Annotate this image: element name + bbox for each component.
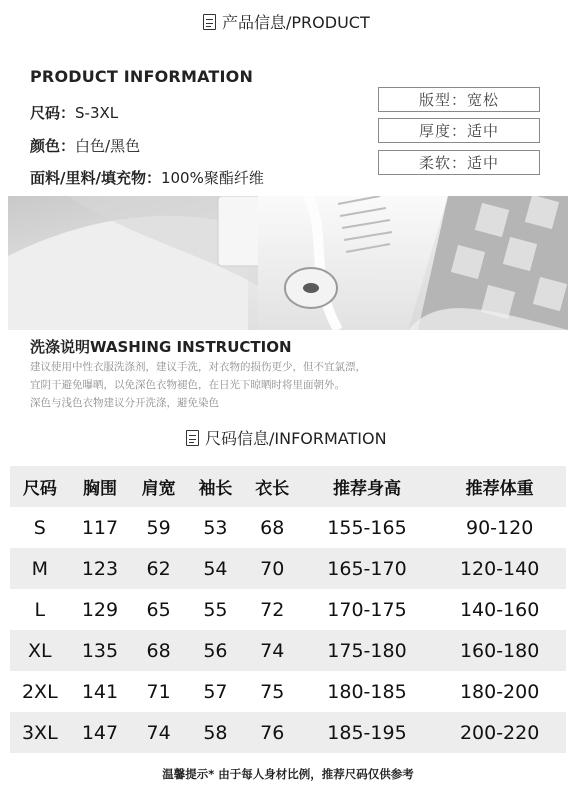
table-cell: 68 <box>130 630 187 671</box>
table-row <box>10 671 566 712</box>
table-cell: 59 <box>146 516 171 539</box>
table-cell: 160-180 <box>433 630 566 671</box>
table-cell: 140-160 <box>459 598 540 621</box>
table-cell: 53 <box>203 516 228 539</box>
table-cell: 58 <box>187 712 244 753</box>
zipper-detail-image <box>8 196 568 330</box>
product-header-label: 产品信息/PRODUCT <box>222 13 370 32</box>
table-header-cell: 尺码 <box>10 466 70 507</box>
table-header-cell: 推荐体重 <box>433 466 566 507</box>
attribute-thickness: 厚度：适中 <box>378 118 540 143</box>
table-cell: 76 <box>244 712 301 753</box>
table-header-cell: 胸围 <box>70 466 131 507</box>
table-cell: S <box>33 516 46 539</box>
table-cell: 141 <box>81 680 119 703</box>
info-key: 颜色： <box>30 137 76 155</box>
table-cell: 2XL <box>21 680 58 703</box>
size-header-label: 尺码信息/INFORMATION <box>205 429 387 448</box>
table-cell: 123 <box>70 548 131 589</box>
table-cell: 65 <box>146 598 171 621</box>
size-section-header <box>186 426 387 449</box>
table-cell: 129 <box>81 598 119 621</box>
document-icon <box>186 430 199 446</box>
washing-line: 宜阴干避免曝晒，以免深色衣物褪色，在日光下晾晒时将里面朝外。 <box>30 379 345 391</box>
table-cell: 155-165 <box>327 516 407 539</box>
table-header-row <box>10 466 566 507</box>
table-cell: 170-175 <box>327 598 407 621</box>
info-key: 尺码： <box>30 104 76 122</box>
table-cell: 55 <box>203 598 228 621</box>
table-row <box>10 712 566 753</box>
washing-title: 洗涤说明WASHING INSTRUCTION <box>30 338 292 356</box>
info-row-color <box>30 135 140 156</box>
info-row-size <box>30 102 118 123</box>
table-cell: 180-200 <box>459 680 540 703</box>
table-cell: 165-170 <box>301 548 434 589</box>
attribute-fit: 版型：宽松 <box>378 87 540 112</box>
table-cell: 71 <box>146 680 171 703</box>
table-cell: 62 <box>130 548 187 589</box>
size-table <box>10 466 566 753</box>
table-cell: 3XL <box>10 712 70 753</box>
info-key: 面料/里料/填充物： <box>30 169 161 187</box>
washing-line: 建议使用中性衣服洗涤剂，建议手洗，对衣物的损伤更少，但不宜氯漂， <box>30 361 366 373</box>
attribute-softness: 柔软：适中 <box>378 150 540 175</box>
table-cell: 180-185 <box>327 680 407 703</box>
table-cell: 74 <box>244 630 301 671</box>
table-cell: 75 <box>260 680 285 703</box>
info-row-material <box>30 167 264 188</box>
table-cell: 68 <box>260 516 285 539</box>
table-row <box>10 630 566 671</box>
table-row <box>10 589 566 630</box>
table-cell: XL <box>10 630 70 671</box>
table-header-cell: 肩宽 <box>130 466 187 507</box>
table-row <box>10 507 566 548</box>
table-cell: 117 <box>81 516 119 539</box>
table-row <box>10 548 566 589</box>
info-value: S-3XL <box>75 104 119 122</box>
info-value: 白色/黑色 <box>75 137 141 155</box>
table-cell: 175-180 <box>301 630 434 671</box>
table-cell: 70 <box>244 548 301 589</box>
table-cell: 185-195 <box>301 712 434 753</box>
table-cell: 54 <box>187 548 244 589</box>
table-cell: 74 <box>130 712 187 753</box>
size-note: 温馨提示* 由于每人身材比例，推荐尺码仅供参考 <box>162 767 414 781</box>
table-cell: 56 <box>187 630 244 671</box>
table-cell: L <box>34 598 46 621</box>
fabric-detail-photo <box>8 196 568 330</box>
table-header-cell: 推荐身高 <box>301 466 434 507</box>
table-cell: 200-220 <box>433 712 566 753</box>
info-value: 100%聚酯纤维 <box>160 169 264 187</box>
document-icon <box>203 14 216 30</box>
washing-line: 深色与浅色衣物建议分开洗涤，避免染色 <box>30 397 219 409</box>
table-cell: 120-140 <box>433 548 566 589</box>
table-cell: 57 <box>203 680 228 703</box>
product-section-header <box>203 10 370 33</box>
table-cell: 147 <box>70 712 131 753</box>
table-cell: 72 <box>260 598 285 621</box>
product-info-title: PRODUCT INFORMATION <box>30 67 254 86</box>
table-cell: 135 <box>70 630 131 671</box>
table-cell: 90-120 <box>465 516 534 539</box>
table-cell: M <box>10 548 70 589</box>
table-header-cell: 袖长 <box>187 466 244 507</box>
table-header-cell: 衣长 <box>244 466 301 507</box>
